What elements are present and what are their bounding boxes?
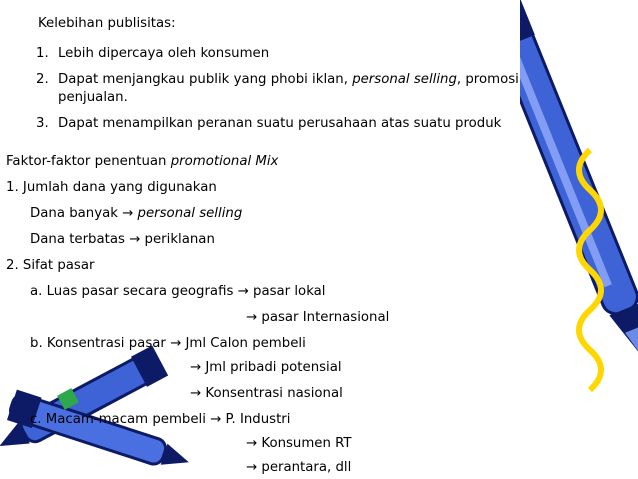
kelebihan-item-1-num: 1. [36, 46, 49, 61]
section-2-heading: 2. Sifat pasar [6, 258, 95, 273]
dana-terbatas-line: Dana terbatas → periklanan [30, 232, 215, 247]
kelebihan-item-3-text: Dapat menampilkan peranan suatu perusahaan atas suatu produk [58, 116, 502, 131]
faktor-title: Faktor-faktor penentuan promotional Mix [6, 154, 279, 169]
perantara-line: → perantara, dll [246, 460, 352, 475]
arrow-right-icon: → [190, 386, 202, 401]
pasar-internasional-line: → pasar Internasional [246, 310, 390, 325]
arrow-right-icon: → [129, 232, 141, 247]
arrow-right-icon: → [122, 206, 134, 221]
pen-clipart-top-right-icon [520, 0, 638, 470]
arrow-right-icon: → [210, 412, 222, 427]
kelebihan-item-2-text: Dapat menjangkau publik yang phobi iklan, personal selling, promosi [58, 72, 519, 87]
section-1-heading: 1. Jumlah dana yang digunakan [6, 180, 217, 195]
arrow-right-icon: → [190, 360, 202, 375]
arrow-right-icon: → [246, 436, 258, 451]
jml-pribadi-line: → Jml pribadi potensial [190, 360, 342, 375]
macam-pembeli-line: c. Macam-macam pembeli → P. Industri [30, 412, 291, 427]
arrow-right-icon: → [246, 460, 258, 475]
arrow-right-icon: → [170, 336, 182, 351]
kelebihan-heading: Kelebihan publisitas: [38, 16, 176, 31]
arrow-right-icon: → [237, 284, 249, 299]
konsentrasi-nasional-line: → Konsentrasi nasional [190, 386, 343, 401]
luas-pasar-line: a. Luas pasar secara geografis → pasar lokal [30, 284, 326, 299]
konsumen-rt-line: → Konsumen RT [246, 436, 352, 451]
kelebihan-item-2-num: 2. [36, 72, 49, 87]
kelebihan-item-3-num: 3. [36, 116, 49, 131]
kelebihan-item-2-text-cont: penjualan. [58, 90, 128, 105]
kelebihan-item-1-text: Lebih dipercaya oleh konsumen [58, 46, 270, 61]
arrow-right-icon: → [246, 310, 258, 325]
dana-banyak-line: Dana banyak → personal selling [30, 206, 243, 221]
konsentrasi-pasar-line: b. Konsentrasi pasar → Jml Calon pembeli [30, 336, 306, 351]
